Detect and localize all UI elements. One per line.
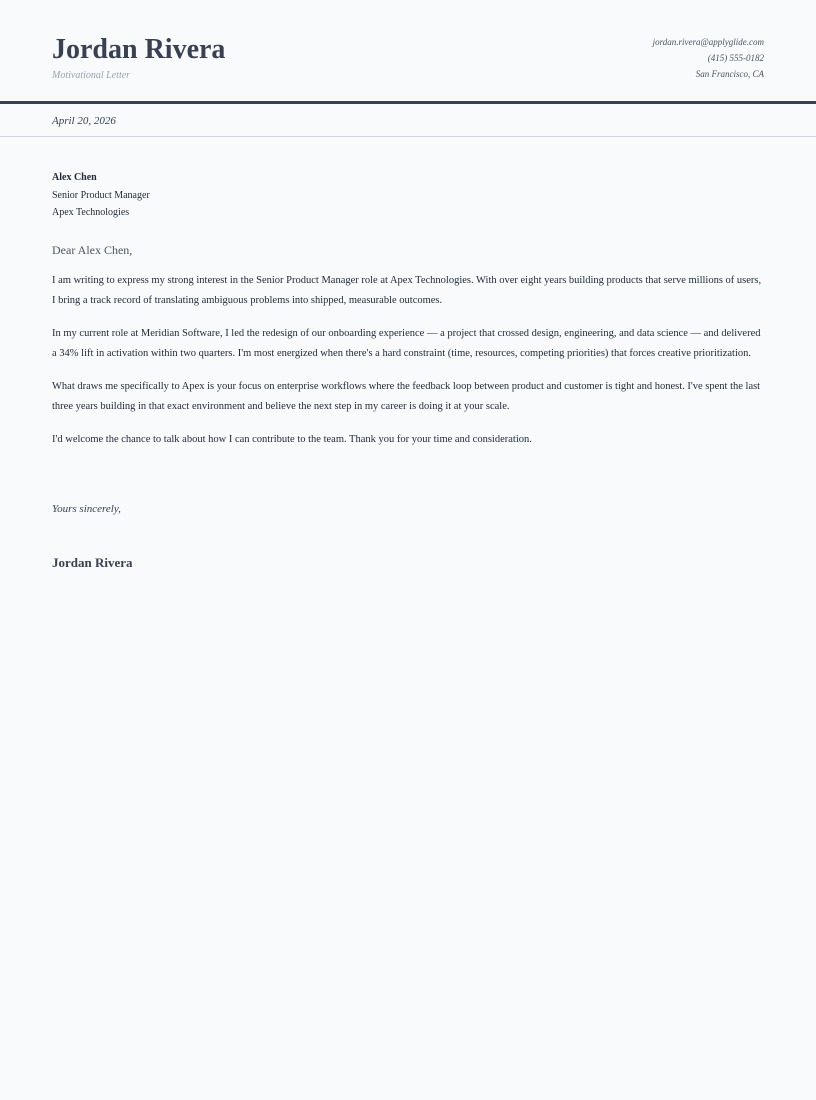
body-paragraph: What draws me specifically to Apex is your focus on enterprise workflows where the feedback loop between product and customer is tight and honest. I've spent the last three years building in that exact environment and believe the next step in my career is doing it at your scale. <box>52 380 761 412</box>
contact-phone: (415) 555-0182 <box>707 53 764 63</box>
body-paragraph: In my current role at Meridian Software, I led the redesign of our onboarding experience — a project that crossed design, engineering, and data science — and delivered a 34% lift in activation within two quarters. I'm most energized when there's a hard constraint (time, resources, competing priorities) that forces creative prioritization. <box>52 327 761 359</box>
date-band <box>0 104 816 137</box>
contact-block <box>653 34 764 82</box>
recipient-title: Senior Product Manager <box>52 189 150 201</box>
body-paragraph: I am writing to express my strong interest in the Senior Product Manager role at Apex Technologies. With over eight years building products that serve millions of users, I bring a track record of translating ambiguous problems into shipped, measurable outcomes. <box>52 275 762 306</box>
sender-name: Jordan Rivera <box>52 34 226 65</box>
body-paragraph: I'd welcome the chance to talk about how I can contribute to the team. Thank you for your time and consideration. <box>52 433 532 445</box>
letter-body <box>52 271 764 463</box>
recipient-name: Alex Chen <box>52 172 97 183</box>
signature-name: Jordan Rivera <box>52 555 133 570</box>
contact-email: jordan.rivera@applyglide.com <box>652 37 764 47</box>
letter-date: April 20, 2026 <box>52 115 116 127</box>
recipient-block <box>52 169 150 222</box>
salutation: Dear Alex Chen, <box>52 243 133 257</box>
closing: Yours sincerely, <box>52 503 121 515</box>
document-subtitle: Motivational Letter <box>52 70 131 81</box>
contact-location: San Francisco, CA <box>695 69 764 79</box>
recipient-company: Apex Technologies <box>52 207 130 218</box>
letter-header <box>0 0 816 101</box>
